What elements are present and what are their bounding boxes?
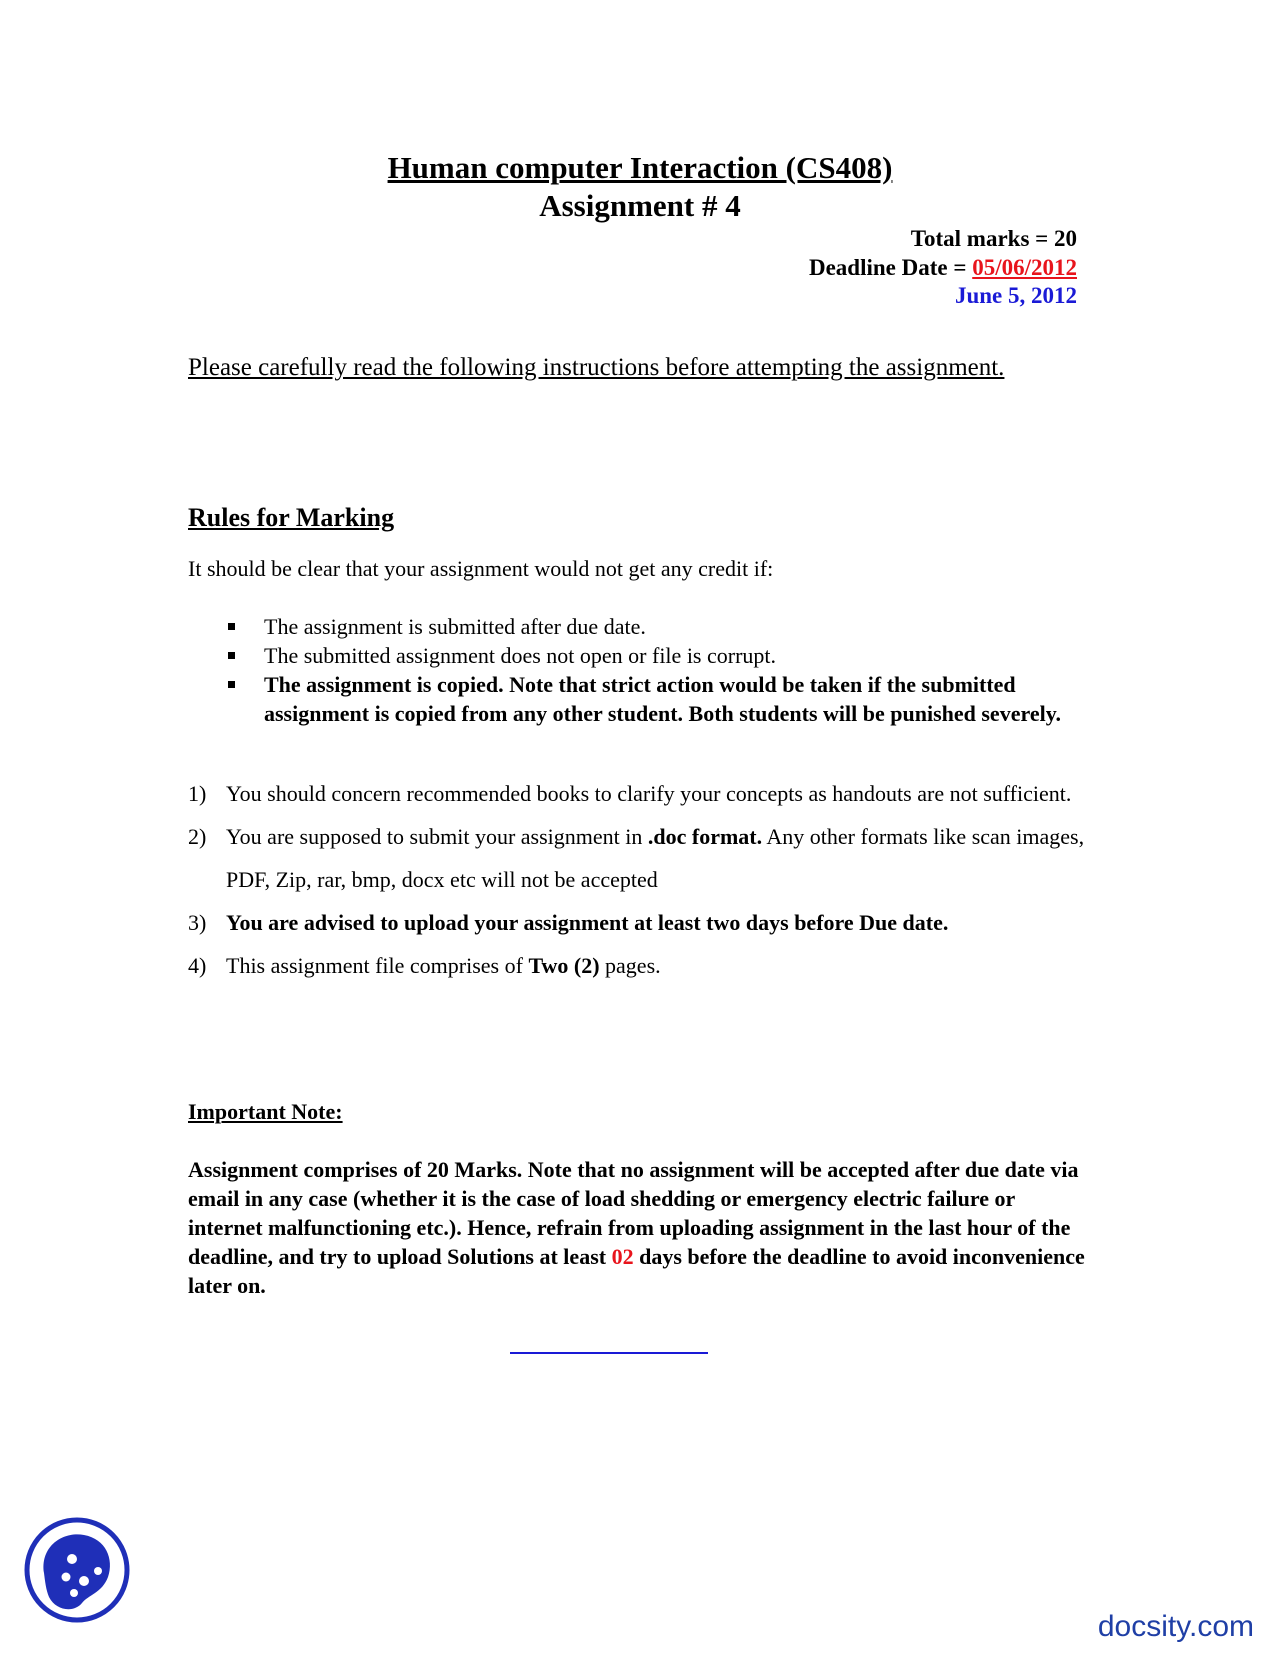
deadline-line [809, 255, 1077, 281]
deadline-long: June 5, 2012 [954, 283, 1077, 308]
bullet-square-icon [228, 681, 235, 688]
list-item: The submitted assignment does not open or file is corrupt. [228, 641, 1098, 670]
deadline-date: 05/06/2012 [972, 255, 1077, 280]
bullet-square-icon [228, 623, 235, 630]
days-highlight: 02 [611, 1244, 634, 1269]
list-item: The assignment is submitted after due date. [228, 612, 1098, 641]
list-item: 3) You are advised to upload your assignment at least two days before Due date. [188, 910, 949, 935]
deadline-label: Deadline Date = [808, 255, 973, 280]
important-note-heading: Important Note: [188, 1099, 343, 1124]
rules-list [228, 612, 1098, 728]
docsity-logo-icon[interactable] [22, 1515, 132, 1625]
docsity-brand-link[interactable]: docsity.com [1097, 1610, 1254, 1643]
assignment-title: Assignment # 4 [539, 188, 741, 223]
numbered-instructions [188, 772, 1088, 987]
list-item: The assignment is copied. Note that strict action would be taken if the submitted assignment is copied from any other student. Both students will be punished severely. [228, 670, 1098, 728]
important-note-text: Assignment comprises of 20 Marks. Note that no assignment will be accepted after due date via email in any case (whether it is the case of load shedding or emergency electric failure or internet malfunctioning etc.). Hence, refrain from uploading assignment in the last hour of the deadline, and try to upload Solutions at least 02 days before the deadline to avoid inconvenience later on. [188, 1157, 1085, 1298]
decorative-divider [510, 1352, 708, 1354]
list-item: 2) You are supposed to submit your assignment in .doc format. Any other formats like scan images, PDF, Zip, rar, bmp, docx etc will not be accepted [188, 824, 1085, 892]
course-title: Human computer Interaction (CS408) [387, 150, 893, 185]
rules-heading: Rules for Marking [188, 503, 395, 532]
list-item: 4) This assignment file comprises of Two (2) pages. [188, 953, 661, 978]
total-marks: Total marks = 20 [910, 226, 1077, 251]
rules-lead: It should be clear that your assignment would not get any credit if: [188, 556, 774, 581]
bullet-square-icon [228, 652, 235, 659]
intro-instructions: Please carefully read the following instructions before attempting the assignment. [188, 354, 1005, 381]
list-item: 1) You should concern recommended books to clarify your concepts as handouts are not sufficient. [188, 781, 1072, 806]
